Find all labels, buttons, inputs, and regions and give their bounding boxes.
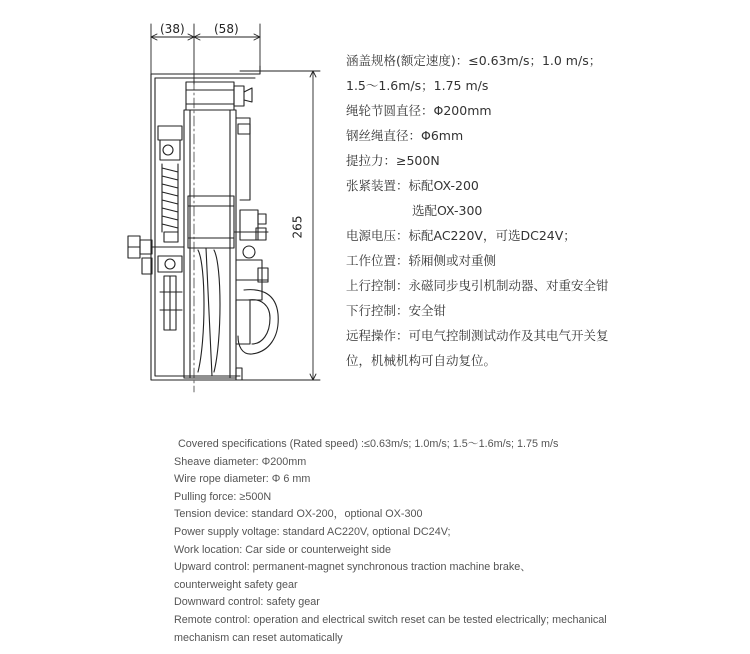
height-dimension-line <box>240 71 320 380</box>
spec-cn-line: 1.5～1.6m/s；1.75 m/s <box>346 78 489 93</box>
spec-cn-line: 钢丝绳直径：Φ6mm <box>346 128 464 143</box>
spec-en-line: Wire rope diameter: Φ 6 mm <box>174 473 311 486</box>
spec-cn-line: 提拉力：≥500N <box>346 153 440 168</box>
spec-cn-line: 工作位置：轿厢侧或对重侧 <box>346 253 497 268</box>
spec-cn-line: 绳轮节圆直径：Φ200mm <box>346 103 492 118</box>
spec-cn-line: 电源电压：标配AC220V，可选DC24V； <box>346 228 576 243</box>
spec-en-line: mechanism can reset automatically <box>174 631 343 644</box>
spec-en-line: Pulling force: ≥500N <box>174 490 272 503</box>
top-roller <box>186 82 252 110</box>
specs-chinese <box>346 48 616 373</box>
lower-linkage <box>158 256 182 330</box>
spec-en-line: Power supply voltage: standard AC220V, optional DC24V; <box>174 525 451 538</box>
spec-en-line: Tension device: standard OX-200，optional OX-300 <box>174 508 423 521</box>
tension-spring <box>158 126 182 242</box>
spec-cn-line: 涵盖规格(额定速度)：≤0.63m/s；1.0 m/s； <box>346 53 602 68</box>
spec-en-line: Remote control: operation and electrical switch reset can be tested electrically; mechanical <box>174 613 607 626</box>
spec-en-line: Downward control: safety gear <box>174 596 320 609</box>
spec-en-line: counterweight safety gear <box>174 578 298 591</box>
spec-cn-line: 张紧装置：标配OX-200 <box>346 178 479 193</box>
housing-frame <box>151 66 260 380</box>
spec-cn-line: 下行控制：安全钳 <box>346 303 447 318</box>
spec-cn-line: 位，机械机构可自动复位。 <box>346 353 497 368</box>
spec-cn-line: 上行控制：永磁同步曳引机制动器、对重安全钳 <box>346 278 609 293</box>
spec-en-line: Upward control: permanent-magnet synchronous traction machine brake、 <box>174 561 532 574</box>
specs-english <box>174 436 734 647</box>
spec-en-line: Covered specifications (Rated speed) :≤0.63m/s; 1.0m/s; 1.5～1.6m/s; 1.75 m/s <box>178 438 559 450</box>
spec-cn-line: 选配OX-300 <box>412 203 483 218</box>
dimension-label-38: (38) <box>160 22 185 36</box>
dimension-label-265: 265 <box>290 215 305 239</box>
spec-cn-line: 远程操作：可电气控制测试动作及其电气开关复 <box>346 328 609 343</box>
spec-en-line: Sheave diameter: Φ200mm <box>174 455 307 468</box>
switch-loop <box>236 290 278 354</box>
dimension-label-58: (58) <box>214 22 239 36</box>
right-bracket <box>234 118 268 300</box>
sheave <box>184 110 236 378</box>
spec-en-line: Work location: Car side or counterweight side <box>174 543 392 556</box>
